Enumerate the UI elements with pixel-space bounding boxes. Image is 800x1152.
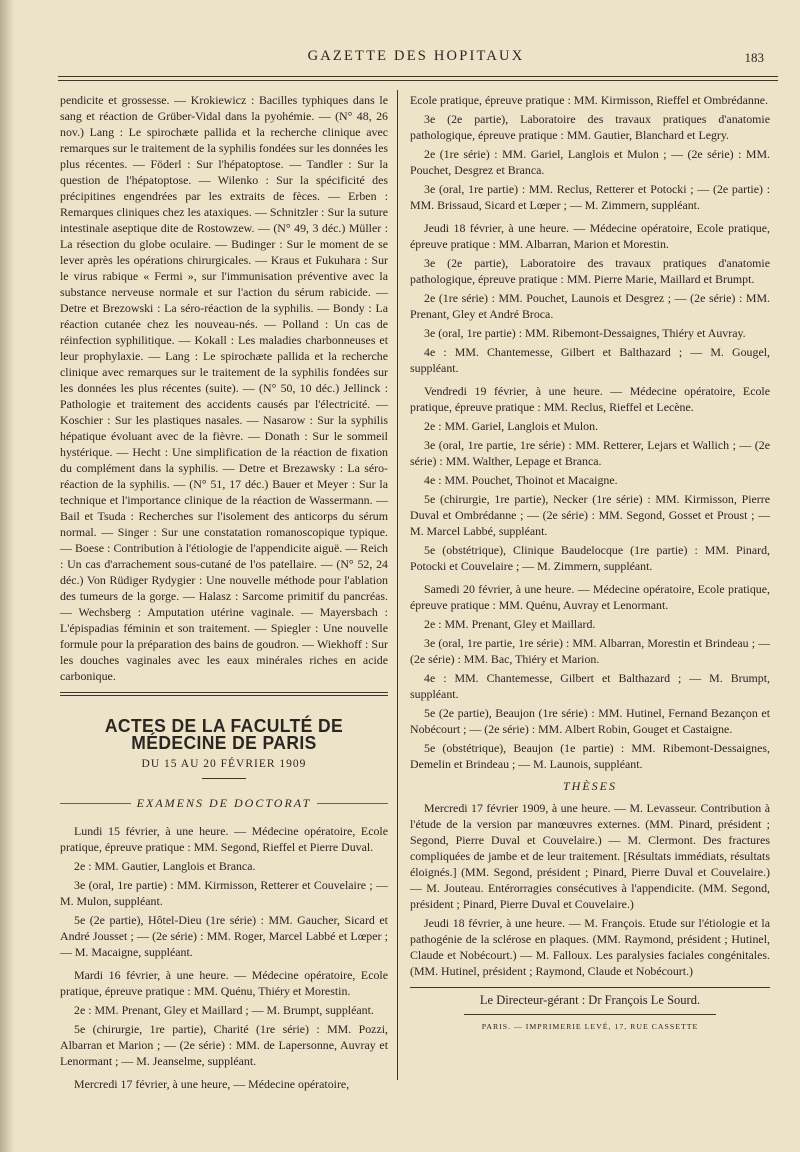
exam-paragraph: 2e : MM. Gautier, Langlois et Branca. bbox=[74, 859, 256, 873]
exam-paragraph: 5e (2e partie), Hôtel-Dieu (1re série) : MM. Gaucher, Sicard et André Jousset ; — (2e série) : MM. Roger, Marcel Labbé et Lœper ; — M. Macaigne, suppléant. bbox=[60, 913, 388, 959]
exam-paragraph: Vendredi 19 février, à une heure. — Médecine opératoire, Ecole pratique, épreuve pratique : MM. Reclus, Rieffel et Lecène. bbox=[410, 384, 770, 414]
page-number: 183 bbox=[744, 50, 764, 65]
footer-rule bbox=[410, 987, 770, 988]
exam-paragraph: 3e (2e partie), Laboratoire des travaux pratiques d'anatomie pathologique, épreuve pratique : MM. Pierre Marie, Maillard et Brumpt. bbox=[410, 256, 770, 286]
exam-paragraph: 2e : MM. Gariel, Langlois et Mulon. bbox=[424, 419, 599, 433]
short-divider bbox=[202, 778, 246, 779]
exam-paragraph: Mardi 16 février, à une heure. — Médecine opératoire, Ecole pratique, épreuve pratique : MM. Quénu, Thiéry et Morestin. bbox=[60, 968, 388, 998]
exam-paragraph: 3e (oral, 1re partie, 1re série) : MM. Retterer, Lejars et Wallich ; — (2e série) : MM. Walther, Lepage et Branca. bbox=[410, 438, 770, 468]
subsection-rule-left bbox=[60, 803, 131, 804]
theses-title: THÈSES bbox=[563, 779, 617, 793]
header-rule-bottom bbox=[58, 80, 778, 81]
exam-paragraph: 2e : MM. Prenant, Gley et Maillard. bbox=[424, 617, 596, 631]
exam-paragraph: 4e : MM. Chantemesse, Gilbert et Balthazard ; — M. Brumpt, suppléant. bbox=[410, 671, 770, 701]
subsection-heading bbox=[60, 789, 388, 817]
exam-paragraph: 3e (oral, 1re partie, 1re série) : MM. Albarran, Morestin et Brindeau ; — (2e série) : MM. Bac, Thiéry et Marion. bbox=[410, 636, 770, 666]
exam-paragraph: Mercredi 17 février, à une heure, — Médecine opératoire, bbox=[74, 1077, 350, 1091]
exam-paragraph: 2e (1re série) : MM. Gariel, Langlois et Mulon ; — (2e série) : MM. Pouchet, Desgrez et Branca. bbox=[410, 147, 770, 177]
exam-paragraph: 5e (chirurgie, 1re partie), Necker (1re série) : MM. Kirmisson, Pierre Duval et Ombrédanne ; — (2e série) : MM. Segond, Gosset et Proust ; — M. Marcel Labbé, suppléant. bbox=[410, 492, 770, 538]
exam-paragraph: 3e (2e partie), Laboratoire des travaux pratiques d'anatomie pathologique, épreuve pratique : MM. Gautier, Blanchard et Legry. bbox=[410, 112, 770, 142]
bibliography-continuation: pendicite et grossesse. — Krokiewicz : Bacilles typhiques dans le sang et réaction de Grüber-Vidal dans la pyohémie. — (N° 48, 26 nov.) Lang : Le spirochæte pallida et la recherche clinique avec remarques sur le traitement de la syphilis fondées sur les données les plus récentes. — Föderl : Sur l'hépatoptose. — Tandler : Sur la question de l'hépatoptose. — Wilenko : Sur la spécificité des précipitines engendrées par les extraits de fèces. — Erben : Remarques cliniques chez les ataxiques. — Schnitzler : Sur la suture intestinale aseptique dite de Rostowzew. — (N° 49, 3 déc.) Müller : La résection du globe oculaire. — Budinger : Sur le moment de se lever après les opérations chirurgicales. — Kraus et Fukuhara : Sur le virus rabique « Fermi », sur l'immunisation préventive avec la substance nerveuse normale et sur l'action du sérum rabicide. — Detre et Brezowski : La séro-réaction de la syphilis. — Bondy : La réaction cutanée chez les nouveau-nés. — Polland : Un cas de réinfection syphilitique. — Kokall : Les maladies charbonneuses et leur prophylaxie. — Lang : Le spirochæte pallida et la recherche clinique avec remarques sur le traitement de la syphilis fondées sur les données les plus récentes (suite). — (N° 50, 10 déc.) Jellinck : Pathologie et traitement des accidents causés par l'électricité. — Koschier : Sur les plastiques nasales. — Nasarow : Sur la syphilis hépatique évoluant avec de la fièvre. — Donath : Sur le sommeil hystérique. — Hecht : Une simplification de la réaction de fixation du complément dans la syphilis. — Detre et Brezawsky : La séro-réaction de la syphilis. — (N° 51, 17 déc.) Bauer et Meyer : Sur la technique et l'importance clinique de la réaction de Wassermann. — Bail et Tsuda : Recherches sur l'isolement des anticorps du sérum normal. — Singer : Sur une constatation romanoscopique typique. — Boese : Contribution à l'étiologie de l'appendicite aiguë. — Reich : Un cas d'arrachement sous-cutané de l'os patellaire. — (N° 52, 24 déc.) Von Rüdiger Rydygier : Une nouvelle méthode pour l'ablation des tumeurs de la gorge. — Halasz : Sarcome primitif du pancréas. — Wechsberg : Amputation utérine vaginale. — Mayersbach : L'épispadias féminin et son traitement. — Spiegler : Une nouvelle formule pour la préparation des bains de goudron. — Wiekhoff : Sur les douches vaginales avec les eaux minérales riches en acide carbonique. bbox=[60, 93, 388, 683]
exam-paragraph: 5e (obstétrique), Beaujon (1e partie) : MM. Ribemont-Dessaignes, Demelin et Brindeau ; — M. Launois, suppléant. bbox=[410, 741, 770, 771]
exam-paragraph: 3e (oral, 1re partie) : MM. Reclus, Retterer et Potocki ; — (2e partie) : MM. Brissaud, Sicard et Lœper ; — M. Zimmern, suppléant. bbox=[410, 182, 770, 212]
right-column bbox=[410, 92, 770, 1035]
exam-paragraph: 5e (obstétrique), Clinique Baudelocque (1re partie) : MM. Pinard, Potocki et Couvelaire ; — M. Zimmern, suppléant. bbox=[410, 543, 770, 573]
column-divider bbox=[397, 90, 398, 1080]
thesis-paragraph: Mercredi 17 février 1909, à une heure. — M. Levasseur. Contribution à l'étude de la version par manœuvres externes. (MM. Pinard, président ; Segond, Pierre Duval et Couvelaire.) — M. Clermont. Des fractures compliquées de jambe et de leur traitement. [Résultats immédiats, résultats éloignés.] (MM. Segond, président ; Pinard, Pierre Duval et Couvelaire.) — M. Jouteau. Entérorragies consécutives à l'appendicite. (MM. Segond, président ; Pinard, Pierre Duval et Couvelaire.) bbox=[410, 801, 770, 911]
exam-paragraph: 3e (oral, 1re partie) : MM. Kirmisson, Retterer et Couvelaire ; — M. Mulon, suppléant. bbox=[60, 878, 388, 908]
exam-paragraph: 5e (2e partie), Beaujon (1re série) : MM. Hutinel, Fernand Bezançon et Nobécourt ; — (2e série) : MM. Albert Robin, Gouget et Castaigne. bbox=[410, 706, 770, 736]
exam-paragraph: 2e (1re série) : MM. Pouchet, Launois et Desgrez ; — (2e série) : MM. Prenant, Gley et André Broca. bbox=[410, 291, 770, 321]
subsection-rule-right bbox=[317, 803, 388, 804]
exam-paragraph: 4e : MM. Pouchet, Thoinot et Macaigne. bbox=[424, 473, 618, 487]
exam-paragraph: 5e (chirurgie, 1re partie), Charité (1re série) : MM. Pozzi, Albarran et Marion ; — (2e série) : MM. de Lapersonne, Auvray et Lenormant ; — M. Jeanselme, suppléant. bbox=[60, 1022, 388, 1068]
footer-rule-short bbox=[464, 1014, 716, 1015]
section-title: ACTES DE LA FACULTÉ DE MÉDECINE DE PARIS bbox=[104, 714, 344, 754]
header-rule-top bbox=[58, 76, 778, 77]
subsection-title: EXAMENS DE DOCTORAT bbox=[136, 796, 312, 810]
page-header bbox=[60, 48, 772, 70]
section-divider bbox=[60, 692, 388, 696]
exam-paragraph: Lundi 15 février, à une heure. — Médecine opératoire, Ecole pratique, épreuve pratique : MM. Segond, Rieffel et Pierre Duval. bbox=[60, 824, 388, 854]
exam-paragraph: 2e : MM. Prenant, Gley et Maillard ; — M. Brumpt, suppléant. bbox=[74, 1003, 374, 1017]
exam-paragraph: 3e (oral, 1re partie) : MM. Ribemont-Dessaignes, Thiéry et Auvray. bbox=[424, 326, 746, 340]
exam-paragraph: 4e : MM. Chantemesse, Gilbert et Balthazard ; — M. Gougel, suppléant. bbox=[410, 345, 770, 375]
page-binding-edge bbox=[0, 0, 14, 1152]
exam-paragraph: Ecole pratique, épreuve pratique : MM. Kirmisson, Rieffel et Ombrédanne. bbox=[410, 93, 769, 107]
exam-paragraph: Jeudi 18 février, à une heure. — Médecine opératoire, Ecole pratique, épreuve pratique : MM. Albarran, Marion et Morestin. bbox=[410, 221, 770, 251]
thesis-paragraph: Jeudi 18 février, à une heure. — M. François. Etude sur l'étiologie et la pathogénie de la sclérose en plaques. (MM. Raymond, président ; Hutinel, Claude et Nobécourt.) — M. Falloux. Les paralysies faciales congénitales. (MM. Hutinel, président ; Raymond, Claude et Nobécourt.) bbox=[410, 916, 770, 978]
section-dates: DU 15 AU 20 FÉVRIER 1909 bbox=[141, 758, 307, 770]
director-line: Le Directeur-gérant : Dr François Le Sourd. bbox=[479, 993, 701, 1007]
exam-paragraph: Samedi 20 février, à une heure. — Médecine opératoire, Ecole pratique, épreuve pratique : MM. Quénu, Auvray et Lenormant. bbox=[410, 582, 770, 612]
journal-title: GAZETTE DES HOPITAUX bbox=[307, 48, 525, 64]
printer-imprint: PARIS. — IMPRIMERIE LEVÉ, 17, RUE CASSETTE bbox=[481, 1022, 699, 1031]
left-column bbox=[60, 92, 388, 1095]
